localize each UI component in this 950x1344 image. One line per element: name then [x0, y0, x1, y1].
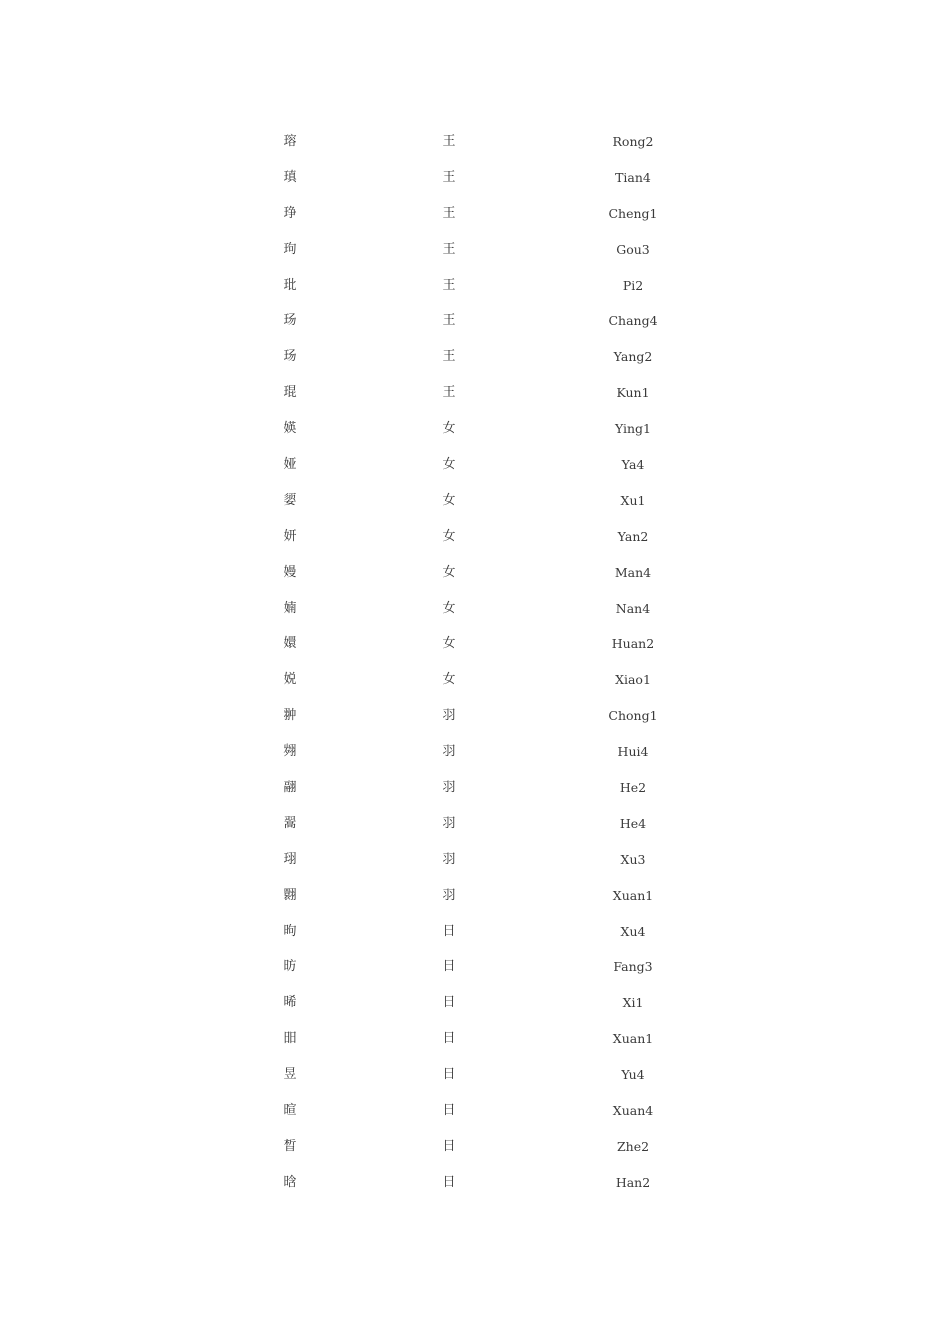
- table-row: [0, 555, 950, 591]
- radical-cell: 女: [442, 492, 456, 508]
- pinyin-cell: Xuan4: [612, 1103, 654, 1119]
- pinyin-cell: He2: [619, 780, 647, 796]
- table-row: [0, 303, 950, 339]
- table-row: [0, 662, 950, 698]
- table-row: [0, 949, 950, 985]
- table-row: [0, 196, 950, 232]
- table-row: [0, 160, 950, 196]
- table-row: [0, 519, 950, 555]
- table-row: [0, 914, 950, 950]
- character-cell: 暄: [283, 1103, 297, 1119]
- pinyin-cell: Xu1: [620, 492, 646, 508]
- radical-cell: 日: [442, 995, 456, 1011]
- character-cell: 翾: [283, 887, 297, 903]
- pinyin-cell: Fang3: [613, 959, 653, 975]
- table-row: [0, 124, 950, 160]
- radical-cell: 日: [442, 1031, 456, 1047]
- radical-cell: 女: [442, 636, 456, 652]
- pinyin-cell: Hui4: [617, 744, 649, 760]
- character-cell: 晗: [283, 1174, 297, 1190]
- pinyin-cell: Pi2: [622, 277, 644, 293]
- table-row: [0, 770, 950, 806]
- pinyin-cell: Cheng1: [608, 205, 658, 221]
- pinyin-cell: Ya4: [621, 457, 645, 473]
- radical-cell: 日: [442, 959, 456, 975]
- pinyin-cell: Zhe2: [616, 1138, 650, 1154]
- character-cell: 玭: [283, 277, 297, 293]
- table-row: [0, 842, 950, 878]
- character-cell: 昉: [283, 959, 297, 975]
- radical-cell: 日: [442, 1067, 456, 1083]
- character-cell: 婻: [283, 600, 297, 616]
- pinyin-cell: Ying1: [614, 421, 652, 437]
- radical-cell: 女: [442, 564, 456, 580]
- pinyin-cell: Xu3: [620, 851, 646, 867]
- table-row: [0, 268, 950, 304]
- radical-cell: 日: [442, 1103, 456, 1119]
- table-row: [0, 1165, 950, 1201]
- character-cell: 嬛: [283, 636, 297, 652]
- pinyin-cell: Yan2: [617, 528, 649, 544]
- pinyin-cell: He4: [619, 815, 647, 831]
- character-cell: 昍: [283, 1031, 297, 1047]
- pinyin-cell: Nan4: [615, 600, 651, 616]
- character-cell: 瑢: [283, 134, 297, 149]
- pinyin-cell: Chang4: [608, 313, 658, 329]
- pinyin-cell: Xiao1: [615, 672, 651, 688]
- character-cell: 昱: [283, 1067, 297, 1083]
- radical-cell: 女: [442, 528, 456, 544]
- character-cell: 玚: [283, 349, 297, 365]
- radical-cell: 日: [442, 923, 456, 939]
- table-row: [0, 985, 950, 1021]
- character-cell: 娧: [283, 672, 297, 688]
- character-cell: 晳: [283, 1138, 297, 1154]
- pinyin-cell: Yu4: [621, 1067, 645, 1083]
- character-cell: 玽: [283, 241, 297, 257]
- radical-cell: 女: [442, 457, 456, 473]
- radical-cell: 王: [442, 385, 456, 401]
- table-row: [0, 232, 950, 268]
- radical-cell: 羽: [442, 744, 456, 760]
- radical-cell: 王: [442, 169, 456, 185]
- character-cell: 玚: [283, 313, 297, 329]
- table-row: [0, 1021, 950, 1057]
- pinyin-cell: Han2: [615, 1174, 651, 1190]
- pinyin-cell: Kun1: [616, 385, 650, 401]
- character-cell: 珝: [283, 851, 297, 867]
- radical-cell: 羽: [442, 708, 456, 724]
- table-row: [0, 483, 950, 519]
- radical-cell: 王: [442, 134, 456, 149]
- pinyin-cell: Rong2: [612, 134, 654, 149]
- radical-cell: 女: [442, 672, 456, 688]
- character-cell: 瑱: [283, 169, 297, 185]
- pinyin-cell: Chong1: [608, 708, 658, 724]
- character-cell: 翀: [283, 708, 297, 724]
- table-row: [0, 591, 950, 627]
- radical-cell: 王: [442, 241, 456, 257]
- character-cell: 琨: [283, 385, 297, 401]
- table-row: [0, 734, 950, 770]
- pinyin-cell: Gou3: [616, 241, 650, 257]
- character-cell: 琤: [283, 205, 297, 221]
- table-row: [0, 339, 950, 375]
- pinyin-cell: Xuan1: [612, 1031, 654, 1047]
- radical-cell: 王: [442, 277, 456, 293]
- table-row: [0, 1129, 950, 1165]
- radical-cell: 羽: [442, 851, 456, 867]
- pinyin-cell: Xu4: [620, 923, 646, 939]
- table-row: [0, 375, 950, 411]
- character-cell: 昫: [283, 923, 297, 939]
- radical-cell: 羽: [442, 815, 456, 831]
- character-cell: 媭: [283, 492, 297, 508]
- radical-cell: 王: [442, 205, 456, 221]
- character-cell: 翯: [283, 815, 297, 831]
- pinyin-cell: Xi1: [622, 995, 644, 1011]
- table-row: [0, 878, 950, 914]
- character-cell: 娅: [283, 457, 297, 473]
- table-row: [0, 698, 950, 734]
- pinyin-cell: Tian4: [615, 169, 651, 185]
- radical-cell: 女: [442, 421, 456, 437]
- radical-cell: 羽: [442, 887, 456, 903]
- pinyin-cell: Man4: [614, 564, 652, 580]
- character-table: [0, 124, 950, 1201]
- table-row: [0, 447, 950, 483]
- character-cell: 妍: [283, 528, 297, 544]
- table-row: [0, 1057, 950, 1093]
- pinyin-cell: Xuan1: [612, 887, 654, 903]
- table-row: [0, 626, 950, 662]
- radical-cell: 日: [442, 1138, 456, 1154]
- radical-cell: 羽: [442, 780, 456, 796]
- character-cell: 媖: [283, 421, 297, 437]
- pinyin-cell: Yang2: [613, 349, 653, 365]
- table-row: [0, 806, 950, 842]
- table-row: [0, 411, 950, 447]
- character-cell: 翮: [283, 780, 297, 796]
- radical-cell: 王: [442, 313, 456, 329]
- radical-cell: 日: [442, 1174, 456, 1190]
- radical-cell: 王: [442, 349, 456, 365]
- character-cell: 翙: [283, 744, 297, 760]
- character-cell: 晞: [283, 995, 297, 1011]
- table-row: [0, 1093, 950, 1129]
- radical-cell: 女: [442, 600, 456, 616]
- pinyin-cell: Huan2: [611, 636, 655, 652]
- character-cell: 嫚: [283, 564, 297, 580]
